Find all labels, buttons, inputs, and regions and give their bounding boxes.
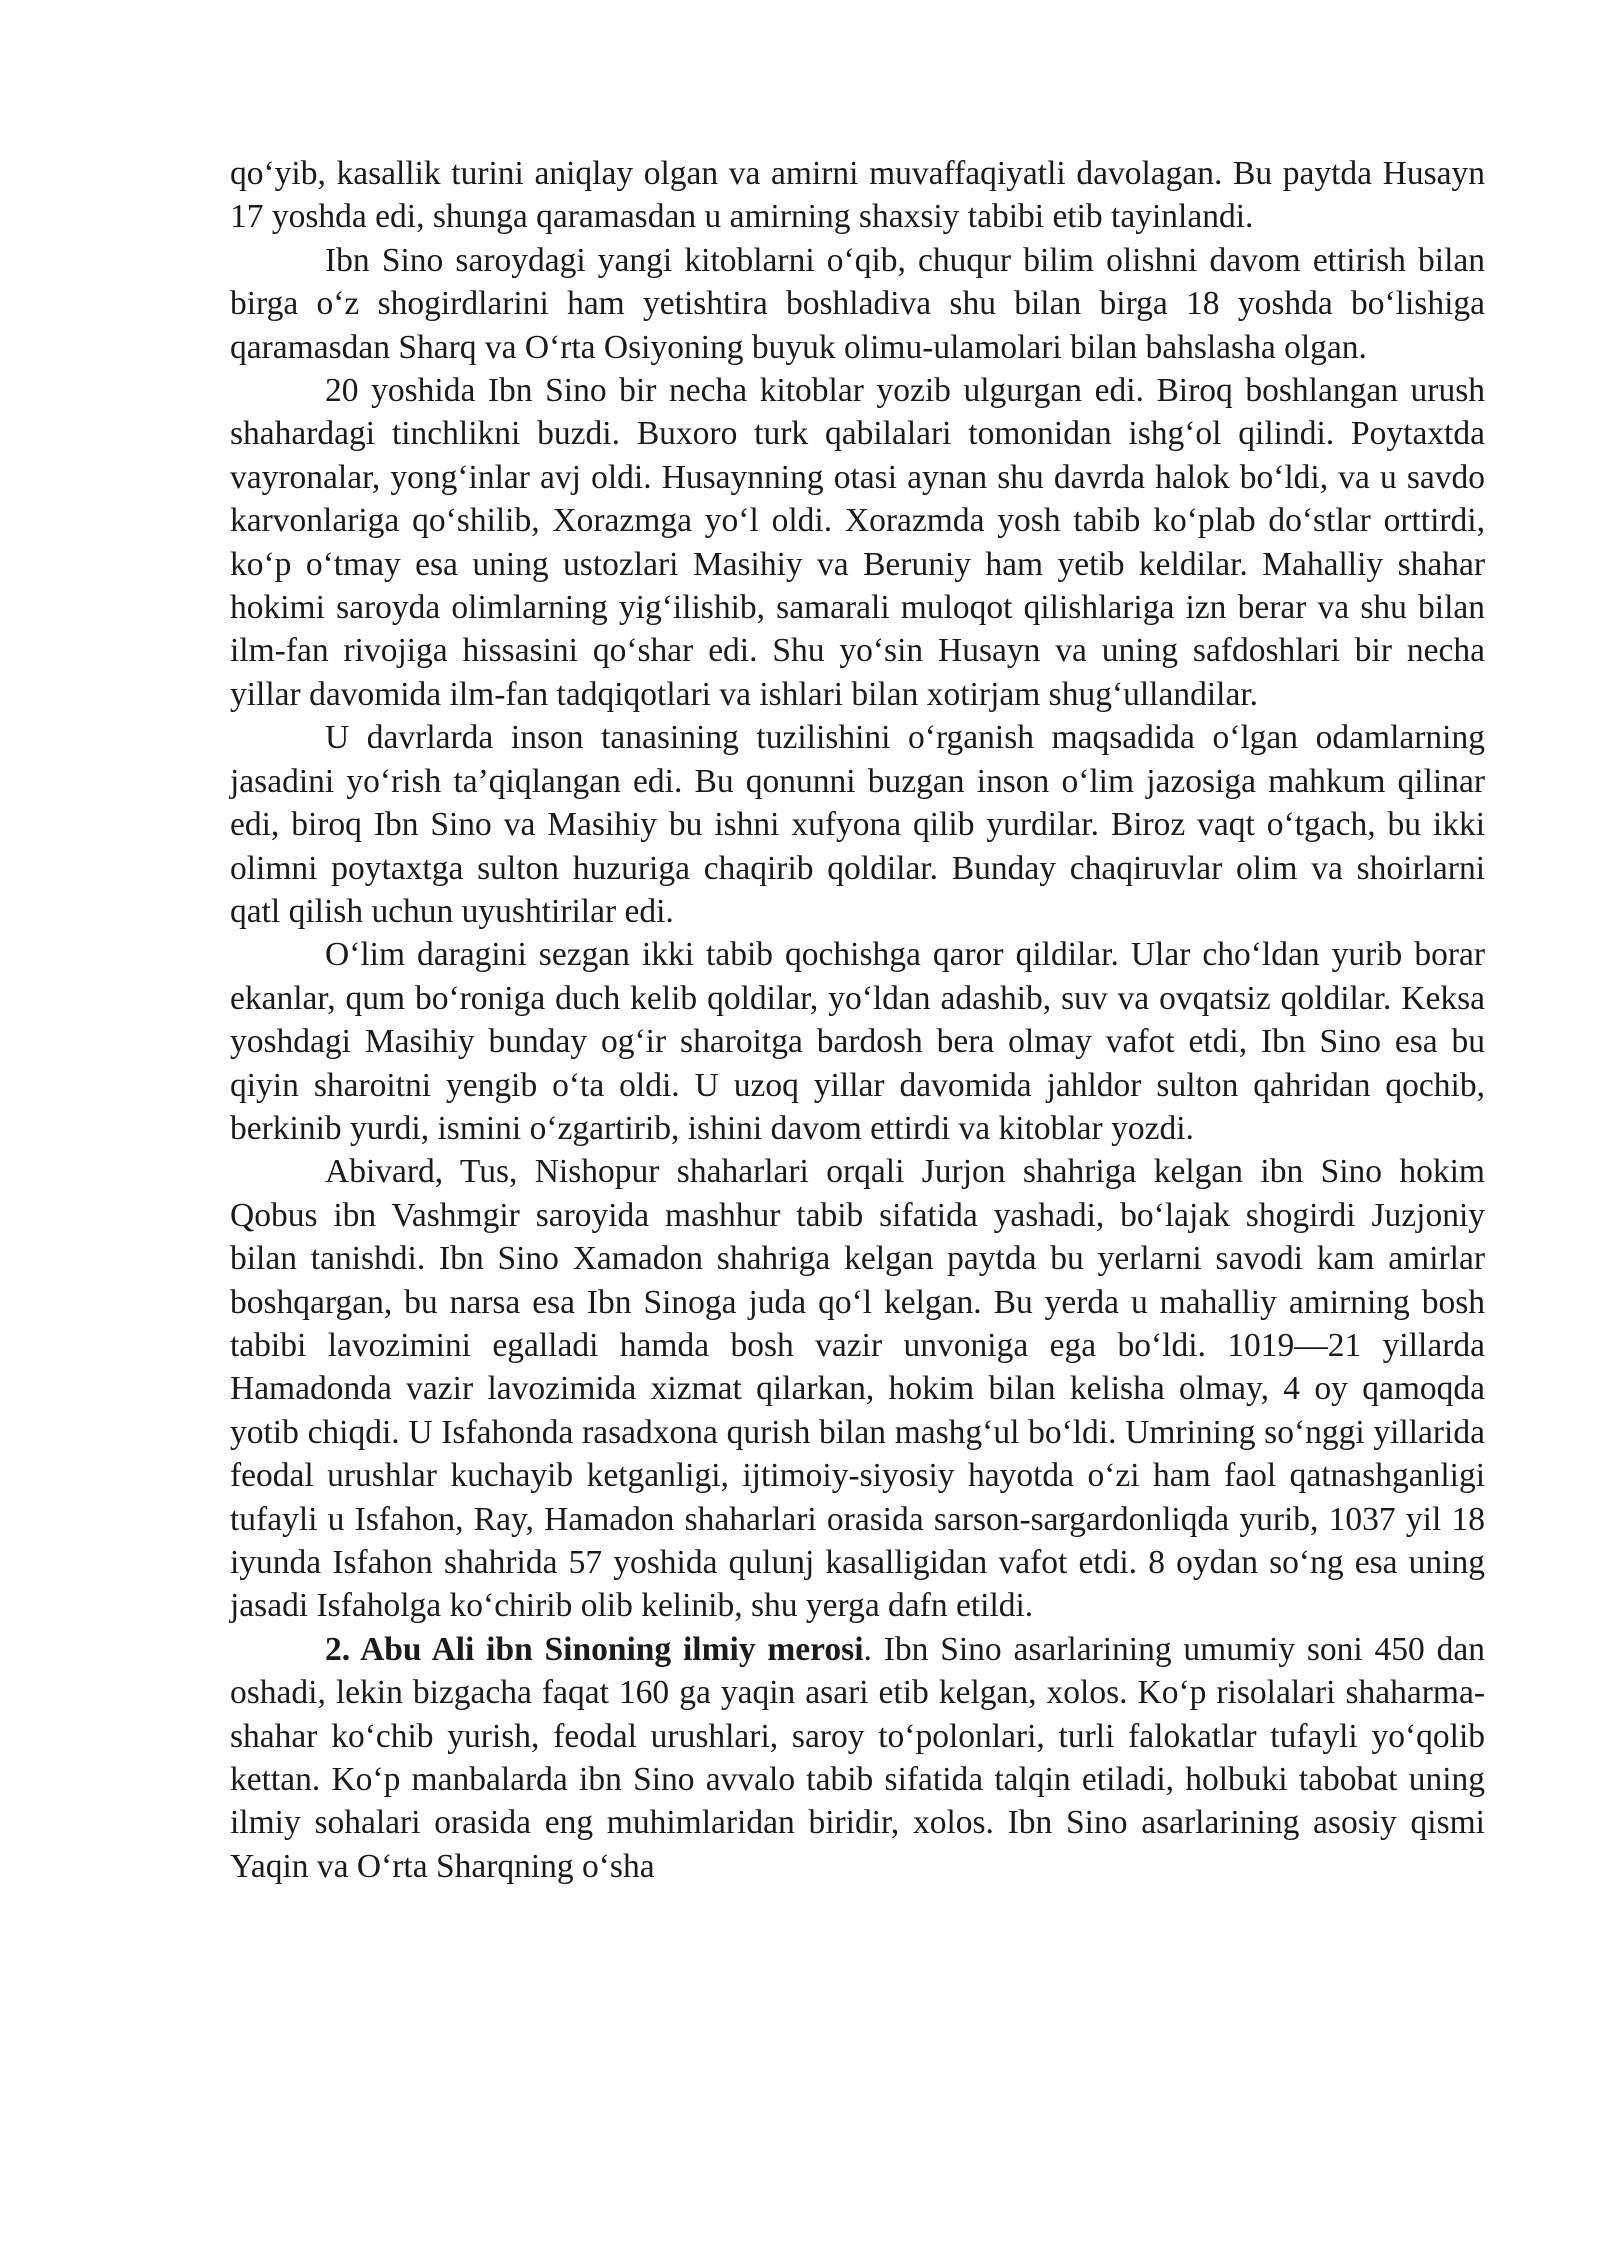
paragraph-4: U davrlarda inson tanasining tuzilishini o‘rganish maqsadida o‘lgan odamlarning jasadini yo‘rish ta’qiqlangan edi. Bu qonunni buzgan inson o‘lim jazosiga mahkum qilinar edi, biroq Ibn Sino va Masihiy bu ishni xufyona qilib yurdilar. Biroz vaqt o‘tgach, bu ikki olimni poytaxtga sulton huzuriga chaqirib qoldilar. Bunday chaqiruvlar olim va shoirlarni qatl qilish uchun uyushtirilar edi. <box>230 719 1485 930</box>
section-text: . Ibn Sino asarlarining umumiy soni 450 dan oshadi, lekin bizgacha faqat 160 ga yaqin asari etib kelgan, xolos. Ko‘p risolalari shaharma-shahar ko‘chib yurish, feodal urushlari, saroy to‘polonlari, turli falokatlar tufayli yo‘qolib kettan. Ko‘p manbalarda ibn Sino avvalo tabib sifatida talqin etiladi, holbuki tabobat uning ilmiy sohalari orasida eng muhimlaridan biridir, xolos. Ibn Sino asarlarining asosiy qismi Yaqin va O‘rta Sharqning o‘sha <box>230 1630 1485 1885</box>
paragraph-1: qo‘yib, kasallik turini aniqlay olgan va amirni muvaffaqiyatli davolagan. Bu paytda Husayn 17 yoshda edi, shunga qaramasdan u amirning shaxsiy tabibi etib tayinlandi. <box>230 155 1485 236</box>
document-page <box>230 152 1485 1888</box>
paragraph-3: 20 yoshida Ibn Sino bir necha kitoblar yozib ulgurgan edi. Biroq boshlangan urush shahardagi tinchlikni buzdi. Buxoro turk qabilalari tomonidan ishg‘ol qilindi. Poytaxtda vayronalar, yong‘inlar avj oldi. Husaynning otasi aynan shu davrda halok bo‘ldi, va u savdo karvonlariga qo‘shilib, Xorazmga yo‘l oldi. Xorazmda yosh tabib ko‘plab do‘stlar orttirdi, ko‘p o‘tmay esa uning ustozlari Masihiy va Beruniy ham yetib keldilar. Mahalliy shahar hokimi saroyda olimlarning yig‘ilishib, samarali muloqot qilishlariga izn berar va shu bilan ilm-fan rivojiga hissasini qo‘shar edi. Shu yo‘sin Husayn va uning safdoshlari bir necha yillar davomida ilm-fan tadqiqotlari va ishlari bilan xotirjam shug‘ullandilar. <box>230 372 1485 713</box>
paragraph-6: Abivard, Tus, Nishopur shaharlari orqali Jurjon shahriga kelgan ibn Sino hokim Qobus ibn Vashmgir saroyida mashhur tabib sifatida yashadi, bo‘lajak shogirdi Juzjoniy bilan tanishdi. Ibn Sino Xamadon shahriga kelgan paytda bu yerlarni savodi kam amirlar boshqargan, bu narsa esa Ibn Sinoga juda qo‘l kelgan. Bu yerda u mahalliy amirning bosh tabibi lavozimini egalladi hamda bosh vazir unvoniga ega bo‘ldi. 1019—21 yillarda Hamadonda vazir lavozimida xizmat qilarkan, hokim bilan kelisha olmay, 4 oy qamoqda yotib chiqdi. U Isfahonda rasadxona qurish bilan mashg‘ul bo‘ldi. Umrining so‘nggi yillarida feodal urushlar kuchayib ketganligi, ijtimoiy-siyosiy hayotda o‘zi ham faol qatnashganligi tufayli u Isfahon, Ray, Hamadon shaharlari orasida sarson-sargardonliqda yurib, 1037 yil 18 iyunda Isfahon shahrida 57 yoshida qulunj kasalligidan vafot etdi. 8 oydan so‘ng esa uning jasadi Isfaholga ko‘chirib olib kelinib, shu yerga dafn etildi. <box>230 1153 1485 1625</box>
paragraph-5: O‘lim daragini sezgan ikki tabib qochishga qaror qildilar. Ular cho‘ldan yurib borar ekanlar, qum bo‘roniga duch kelib qoldilar, yo‘ldan adashib, suv va ovqatsiz qoldilar. Keksa yoshdagi Masihiy bunday og‘ir sharoitga bardosh bera olmay vafot etdi, Ibn Sino esa bu qiyin sharoitni yengib o‘ta oldi. U uzoq yillar davomida jahldor sulton qahridan qochib, berkinib yurdi, ismini o‘zgartirib, ishini davom ettirdi va kitoblar yozdi. <box>230 936 1485 1147</box>
paragraph-2: Ibn Sino saroydagi yangi kitoblarni o‘qib, chuqur bilim olishni davom ettirish bilan birga o‘z shogirdlarini ham yetishtira boshladiva shu bilan birga 18 yoshda bo‘lishiga qaramasdan Sharq va O‘rta Osiyoning buyuk olimu-ulamolari bilan bahslasha olgan. <box>230 241 1485 366</box>
section-paragraph <box>230 1628 1485 1888</box>
section-heading: 2. Abu Ali ibn Sinoning ilmiy merosi <box>325 1630 864 1668</box>
